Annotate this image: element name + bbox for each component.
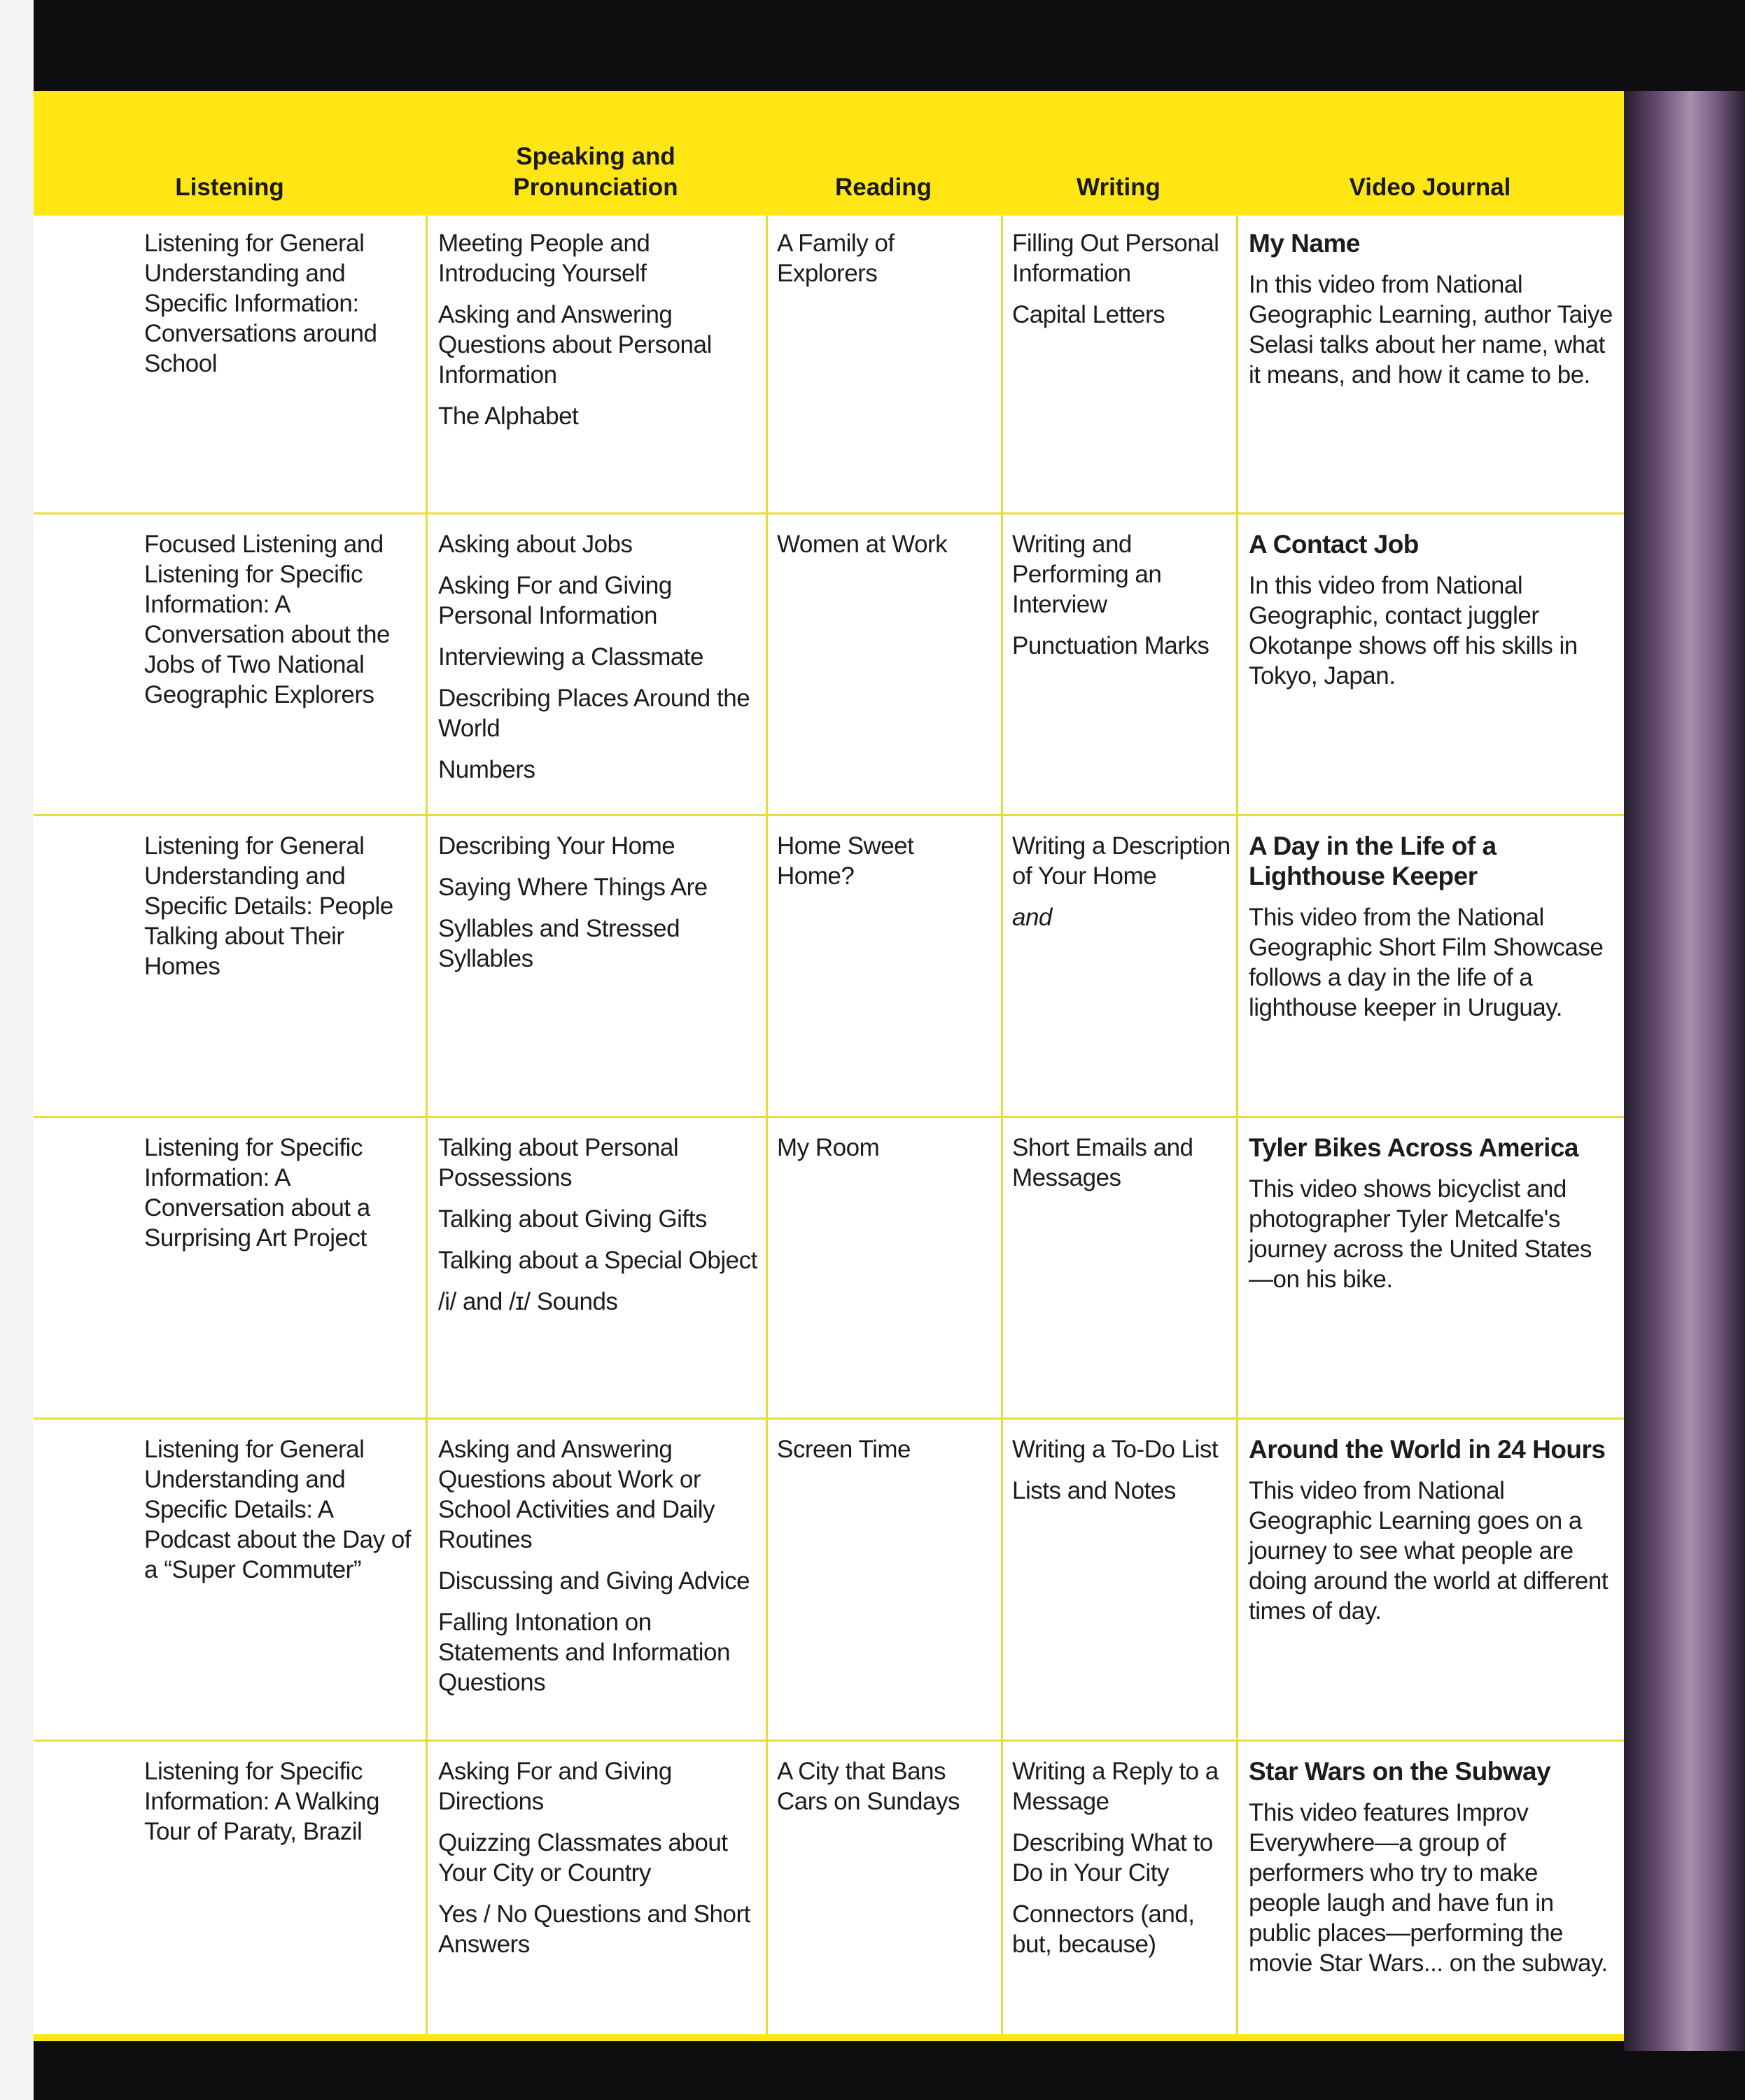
table-row-1-video: My Name In this video from National Geographic Learning, author Taiye Selasi talks about her name, what it means, and how it came to be. — [1249, 229, 1613, 388]
table-row-4-speaking: Talking about Personal Possessions Talking about Giving Gifts Talking about a Special Object /i/ and /ɪ/ Sounds — [438, 1134, 757, 1315]
table-row-3-listening: Listening for General Understanding and Specific Details: People Talking about Their Homes — [144, 832, 393, 980]
table-row-6-speaking: Asking For and Giving Directions Quizzing Classmates about Your City or Country Yes / No Questions and Short Answers — [438, 1758, 750, 1958]
table-row-6-listening: Listening for Specific Information: A Walking Tour of Paraty, Brazil — [144, 1758, 379, 1845]
table-row-3-speaking: Describing Your Home Saying Where Things Are Syllables and Stressed Syllables — [438, 832, 708, 972]
table-row-4-writing: Short Emails and Messages — [1012, 1134, 1193, 1191]
table-row-4-reading: My Room — [777, 1134, 880, 1161]
header-reading: Reading — [834, 174, 932, 201]
bottom-border — [34, 2034, 1624, 2041]
row-divider — [34, 814, 1624, 816]
table-row-5-video: Around the World in 24 Hours This video from National Geographic Learning goes on a journey to see what people are doing around the world at different times of day. — [1249, 1435, 1609, 1625]
table-row-6-video: Star Wars on the Subway This video features Improv Everywhere—a group of performers who try to make people laugh and have fun in public places—performing the movie Star Wars... on the subway. — [1249, 1757, 1608, 1977]
row-divider — [34, 1418, 1624, 1420]
table-row-2-speaking: Asking about Jobs Asking For and Giving Personal Information Interviewing a Classmate Describing Places Around the World Numbers — [438, 531, 750, 783]
row-divider — [34, 1116, 1624, 1118]
table-row-1-writing: Filling Out Personal Information Capital Letters — [1012, 230, 1219, 328]
column-divider — [1001, 216, 1003, 2041]
column-divider — [766, 216, 768, 2041]
table-row-3-writing: Writing a Description of Your Home and — [1012, 832, 1231, 931]
table-row-2-reading: Women at Work — [777, 531, 948, 558]
header-listening: Listening — [175, 174, 284, 201]
table-row-5-writing: Writing a To-Do List Lists and Notes — [1012, 1436, 1219, 1504]
column-divider — [426, 216, 428, 2041]
header-row — [34, 91, 1624, 216]
table-row-6-writing: Writing a Reply to a Message Describing What to Do in Your City Connectors (and, but, because) — [1012, 1758, 1219, 1958]
table-row-6-reading: A City that Bans Cars on Sundays — [777, 1758, 960, 1815]
table-row-5-speaking: Asking and Answering Questions about Work or School Activities and Daily Routines Discussing and Giving Advice Falling Intonation on Statements and Information Questions — [438, 1436, 750, 1696]
table-row-5-listening: Listening for General Understanding and Specific Details: A Podcast about the Day of a “Super Commuter” — [144, 1436, 412, 1583]
table-row-2-video: A Contact Job In this video from National Geographic, contact juggler Okotanpe shows off his skills in Tokyo, Japan. — [1249, 530, 1578, 690]
table-row-5-reading: Screen Time — [777, 1436, 911, 1463]
header-video-journal: Video Journal — [1349, 174, 1511, 201]
table-row-4-listening: Listening for Specific Information: A Conversation about a Surprising Art Project — [144, 1134, 370, 1252]
table-row-1-speaking: Meeting People and Introducing Yourself Asking and Answering Questions about Personal Information The Alphabet — [438, 230, 712, 430]
row-divider — [34, 1740, 1624, 1742]
contents-table — [34, 91, 1624, 2041]
table-row-2-listening: Focused Listening and Listening for Specific Information: A Conversation about the Jobs of Two National Geographic Explorers — [144, 531, 390, 708]
table-row-1-reading: A Family of Explorers — [777, 230, 895, 287]
column-divider — [1236, 216, 1238, 2041]
table-row-2-writing: Writing and Performing an Interview Punctuation Marks — [1012, 531, 1210, 659]
row-divider — [34, 512, 1624, 514]
scan-edge-artifact — [1624, 91, 1745, 2051]
table-row-4-video: Tyler Bikes Across America This video shows bicyclist and photographer Tyler Metcalfe's journey across the United States—on his bike. — [1249, 1133, 1592, 1293]
table-row-1-listening: Listening for General Understanding and Specific Information: Conversations around School — [144, 230, 377, 377]
header-speaking: Speaking and Pronunciation — [513, 143, 678, 201]
header-writing: Writing — [1077, 174, 1161, 201]
table-row-3-video: A Day in the Life of a Lighthouse Keeper This video from the National Geographic Short Film Showcase follows a day in the life of a lighthouse keeper in Uruguay. — [1249, 832, 1604, 1021]
table-row-3-reading: Home Sweet Home? — [777, 832, 914, 890]
page-left-margin — [0, 0, 34, 2100]
